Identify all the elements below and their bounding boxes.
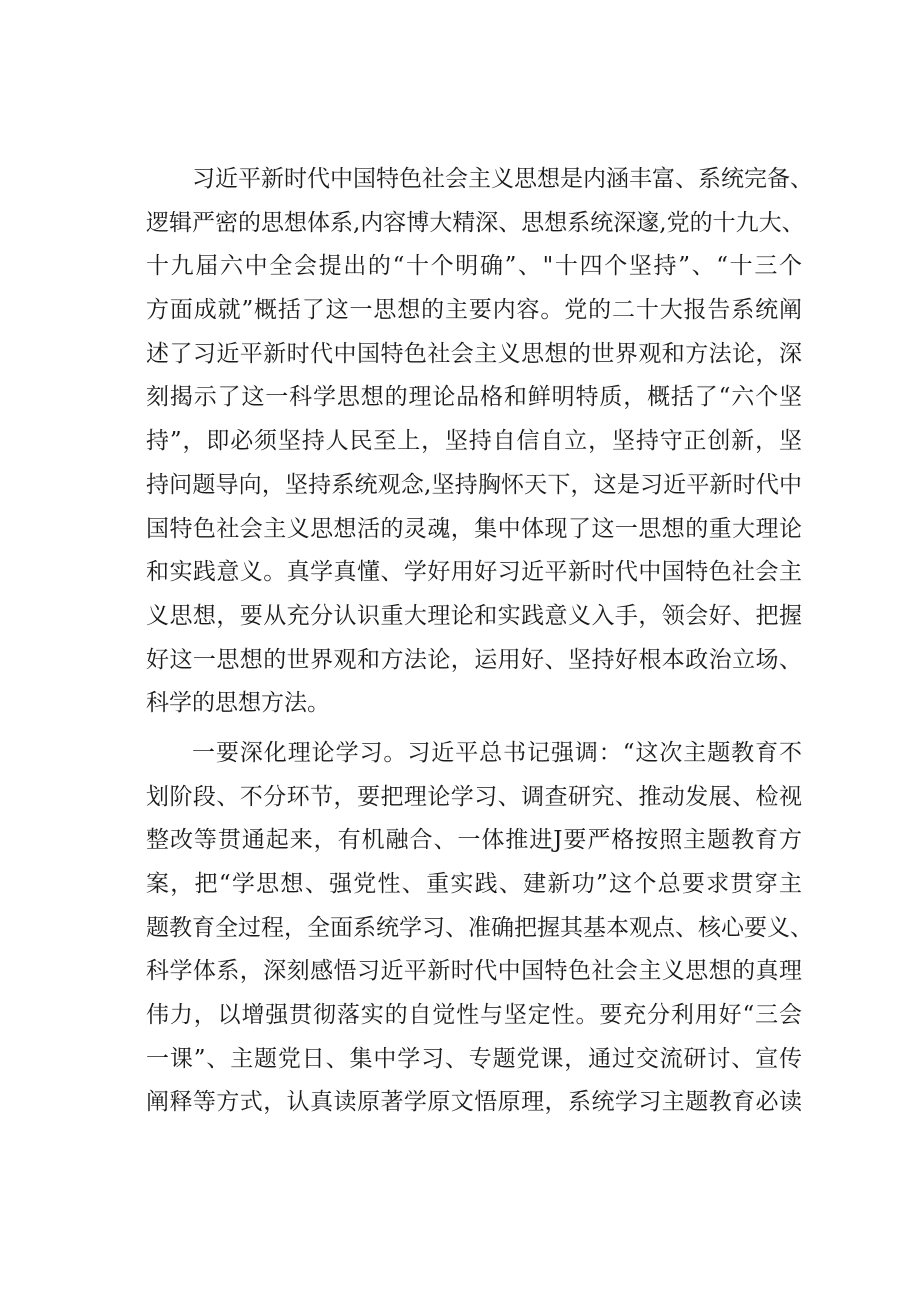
paragraph-intro <box>146 158 813 726</box>
paragraph-theory-study <box>146 732 813 1125</box>
text-line: 刻揭示了这一科学思想的理论品格和鲜明特质，概括了“六个坚 <box>146 384 802 411</box>
text-line: 好这一思想的世界观和方法论，运用好、坚持好根本政治立场、 <box>146 646 802 673</box>
text-line: 持”，即必须坚持人民至上，坚持自信自立，坚持守正创新，坚 <box>146 428 802 455</box>
text-line: 题教育全过程，全面系统学习、准确把握其基本观点、核心要义、 <box>146 914 813 941</box>
text-line: 习近平新时代中国特色社会主义思想是内涵丰富、系统完备、 <box>192 166 813 192</box>
text-line: 科学体系，深刻感悟习近平新时代中国特色社会主义思想的真理 <box>146 958 802 985</box>
document-body <box>146 158 813 1125</box>
text-line: 划阶段、不分环节，要把理论学习、调查研究、推动发展、检视 <box>146 783 802 810</box>
text-line: 伟力，以增强贯彻落实的自觉性与坚定性。要充分利用好“三会 <box>146 1002 802 1029</box>
text-line: 持问题导向，坚持系统观念,坚持胸怀天下，这是习近平新时代中 <box>146 471 802 498</box>
text-line: 方面成就”概括了这一思想的主要内容。党的二十大报告系统阐 <box>146 297 802 324</box>
text-line: 述了习近平新时代中国特色社会主义思想的世界观和方法论，深 <box>146 340 802 367</box>
text-line: 国特色社会主义思想活的灵魂，集中体现了这一思想的重大理论 <box>146 515 802 542</box>
text-line: 科学的思想方法。 <box>146 690 330 717</box>
text-line: 十九届六中全会提出的“十个明确”、"十四个坚持”、“十三个 <box>146 253 802 280</box>
text-line: 阐释等方式，认真读原著学原文悟原理，系统学习主题教育必读 <box>146 1089 802 1116</box>
text-line: 逻辑严密的思想体系,内容博大精深、思想系统深邃,党的十九大、 <box>146 209 805 236</box>
text-line: 一课”、主题党日、集中学习、专题党课，通过交流研讨、宣传 <box>146 1045 802 1072</box>
text-line: 一要深化理论学习。习近平总书记强调：“这次主题教育不 <box>192 739 802 766</box>
text-line: 案，把“学思想、强党性、重实践、建新功”这个总要求贯穿主 <box>146 871 802 897</box>
text-line: 义思想，要从充分认识重大理论和实践意义入手，领会好、把握 <box>146 602 802 629</box>
text-line: 和实践意义。真学真懂、学好用好习近平新时代中国特色社会主 <box>146 559 802 586</box>
text-line: 整改等贯通起来，有机融合、一体推进J要严格按照主题教育方 <box>146 827 802 854</box>
